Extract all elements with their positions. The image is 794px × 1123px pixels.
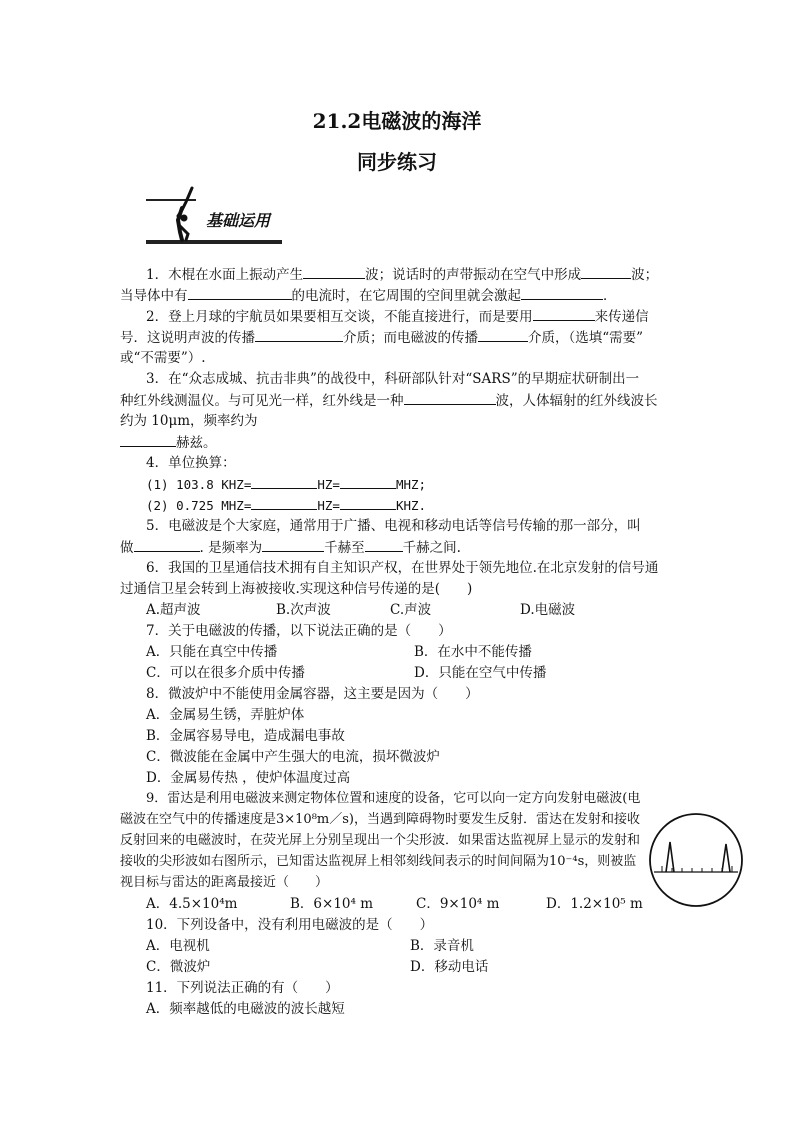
q10-question: 10．下列设备中，没有利用电磁波的是（ ）	[146, 917, 434, 933]
q5-line2: 做 . 是频率为 千赫至 千赫之间.	[120, 537, 461, 558]
q6-option-c: C.声波	[390, 602, 432, 618]
q10-option-b: B．录音机	[410, 938, 474, 954]
q3-line3: 约为 10μm，频率约为	[120, 413, 258, 429]
page-subtitle: 同步练习	[357, 150, 437, 174]
q4-line1: 4．单位换算：	[146, 455, 236, 471]
q2-line3: 或“不需要”）.	[120, 350, 206, 366]
q4-line3: (2) 0.725 MHZ= HZ= KHZ.	[146, 495, 426, 516]
q9-option-a: A．4.5×10⁴m	[146, 896, 238, 912]
q9-line1: 9．雷达是利用电磁波来测定物体位置和速度的设备，它可以向一定方向发射电磁波(电	[146, 791, 641, 806]
q3-line1: 3．在“众志成城、抗击非典”的战役中，科研部队针对“SARS”的早期症状研制出一	[146, 371, 640, 387]
q3-line4: 赫兹。	[120, 432, 217, 453]
gymnast-icon	[144, 186, 284, 248]
radar-screen-figure	[648, 812, 744, 908]
q8-option-d: D．金属易传热 ，使炉体温度过高	[146, 770, 351, 786]
q6-option-a: A.超声波	[146, 602, 201, 618]
q8-option-a: A．金属易生锈，弄脏炉体	[146, 707, 305, 723]
q7-option-d: D．只能在空气中传播	[414, 665, 547, 681]
q2-line1: 2．登上月球的宇航员如果要相互交谈，不能直接进行，而是要用 来传递信	[146, 306, 649, 327]
q9-option-b: B．6×10⁴ m	[290, 896, 374, 912]
q9-option-d: D．1.2×10⁵ m	[546, 896, 643, 912]
q10-option-a: A．电视机	[146, 938, 210, 954]
section-badge	[144, 186, 284, 248]
q7-option-a: A．只能在真空中传播	[146, 644, 278, 660]
q1-line1: 1．木棍在水面上振动产生 波；说话时的声带振动在空气中形成 波；	[146, 264, 658, 285]
badge-label: 基础运用	[206, 211, 271, 230]
q9-option-c: C．9×10⁴ m	[416, 896, 500, 912]
q4-line2: (1) 103.8 KHZ= HZ= MHZ;	[146, 474, 426, 495]
q6-line2: 过通信卫星会转到上海被接收.实现这种信号传递的是( )	[120, 581, 473, 597]
q9-line2: 磁波在空气中的传播速度是3×10⁸m／s)，当遇到障碍物时要发生反射．雷达在发射和接收	[120, 812, 640, 827]
q6-option-d: D.电磁波	[520, 602, 576, 618]
q8-question: 8．微波炉中不能使用金属容器，这主要是因为（ ）	[146, 686, 479, 702]
q2-line2: 号．这说明声波的传播 介质；而电磁波的传播 介质，（选填“需要”	[120, 327, 643, 348]
q6-line1: 6．我国的卫星通信技术拥有自主知识产权，在世界处于领先地位.在北京发射的信号通	[146, 560, 659, 576]
q3-line2: 种红外线测温仪。与可见光一样，红外线是一种 波，人体辐射的红外线波长	[120, 390, 658, 411]
q5-line1: 5．电磁波是个大家庭，通常用于广播、电视和移动电话等信号传输的那一部分，叫	[146, 518, 641, 534]
q10-option-c: C．微波炉	[146, 959, 211, 975]
q6-option-b: B.次声波	[276, 602, 331, 618]
q7-question: 7．关于电磁波的传播，以下说法正确的是（ ）	[146, 623, 452, 639]
q11-option-a: A．频率越低的电磁波的波长越短	[146, 1001, 345, 1017]
q11-question: 11．下列说法正确的有（ ）	[146, 980, 339, 996]
q9-line3: 反射回来的电磁波时，在荧光屏上分别呈现出一个尖形波．如果雷达监视屏上显示的发射和	[120, 833, 641, 848]
q8-option-b: B．金属容易导电，造成漏电事故	[146, 728, 345, 744]
q9-line4: 接收的尖形波如右图所示，已知雷达监视屏上相邻刻线间表示的时间间隔为10⁻⁴s，则被监	[120, 854, 637, 869]
q8-option-c: C．微波能在金属中产生强大的电流，损坏微波炉	[146, 749, 440, 765]
q1-line2: 当导体中有 的电流时，在它周围的空间里就会激起 ．	[120, 285, 617, 306]
q7-option-c: C．可以在很多介质中传播	[146, 665, 305, 681]
q10-option-d: D．移动电话	[410, 959, 489, 975]
q7-option-b: B．在水中不能传播	[414, 644, 532, 660]
q9-line5: 视目标与雷达的距离最接近（ ）	[120, 875, 329, 890]
page-title: 21.2电磁波的海洋	[312, 109, 482, 133]
